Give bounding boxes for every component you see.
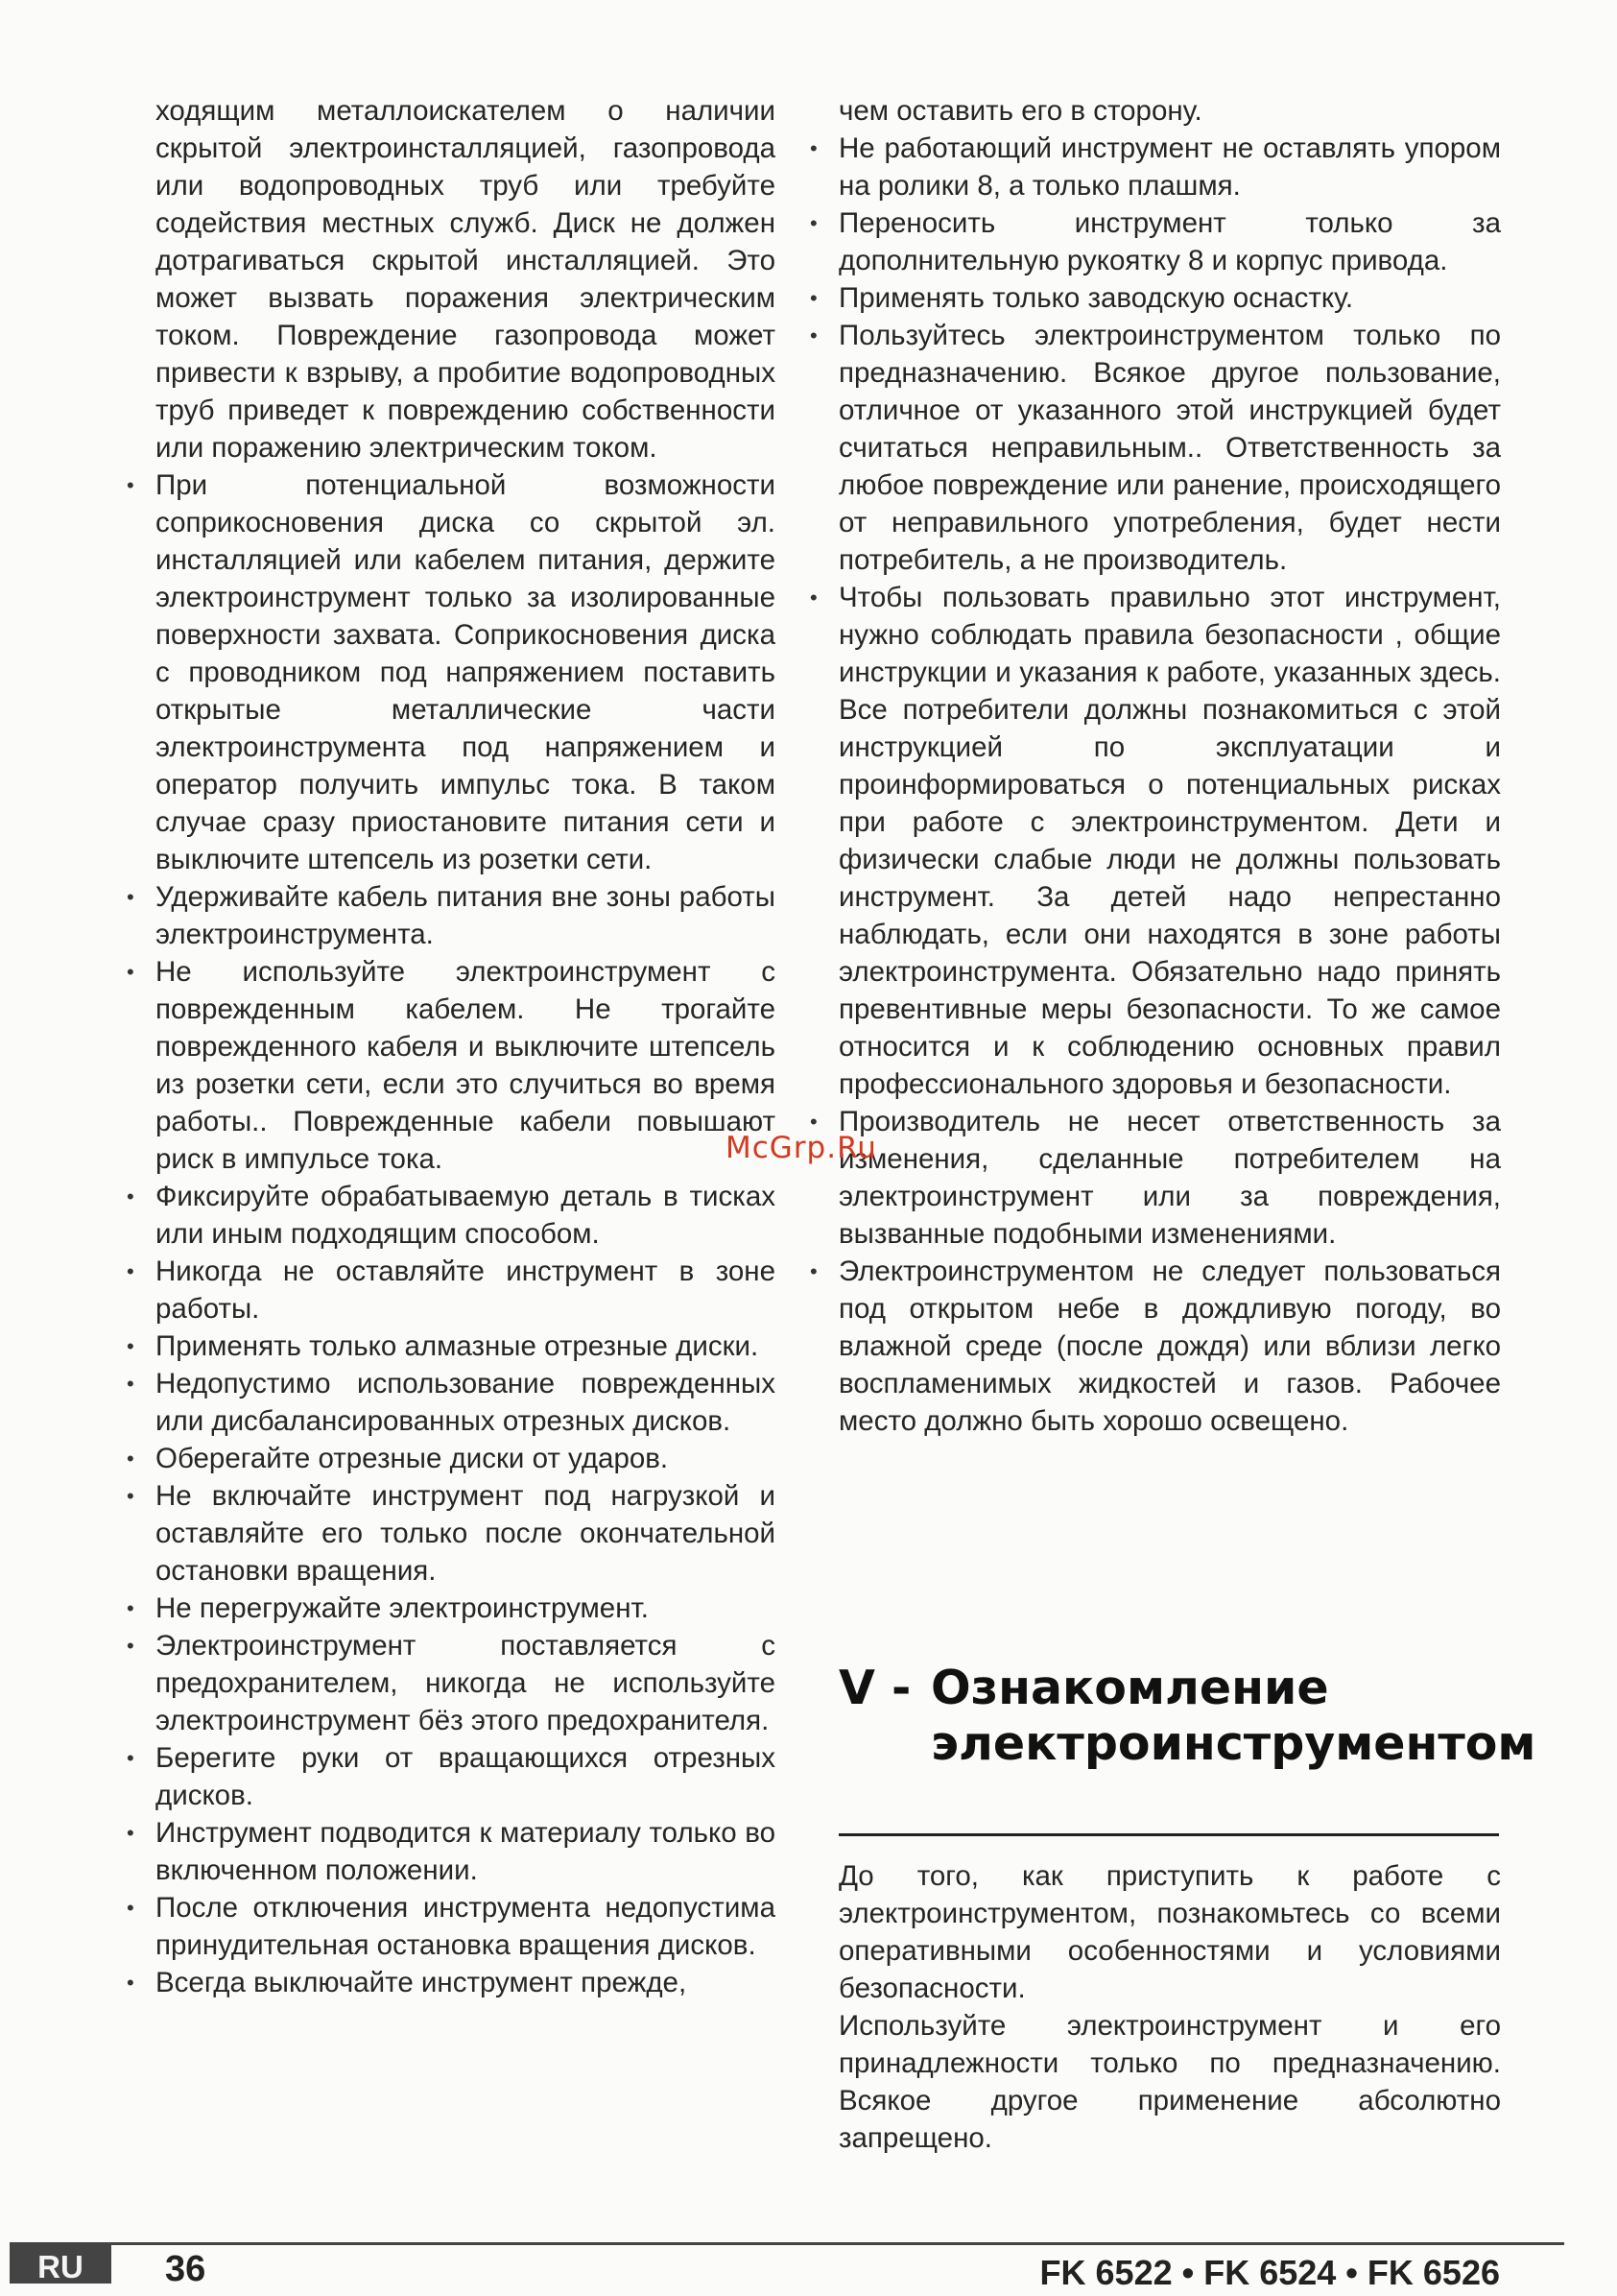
right-continuation-text: чем оставить его в сторону. xyxy=(839,95,1202,127)
list-item: • Инструмент подводится к материалу только во включенном положении. xyxy=(155,1814,775,1889)
model-numbers: FK 6522 • FK 6524 • FK 6526 xyxy=(1039,2253,1500,2292)
section-paragraph: До того, как приступить к работе с электроинструментом, познакомьтесь со всеми оперативными особенностями и условиями безопасности. xyxy=(839,1860,1501,2004)
list-item: • Не включайте инструмент под нагрузкой и оставляйте его только после окончательной остановки вращения. xyxy=(155,1477,775,1590)
list-item: • Не перегружайте электроинструмент. xyxy=(155,1590,775,1627)
section-paragraph: Используйте электроинструмент и его принадлежности только по предназначению. Всякое другое применение абсолютно запрещено. xyxy=(839,2010,1501,2154)
list-item: • Никогда не оставляйте инструмент в зоне работы. xyxy=(155,1253,775,1327)
list-item: • Электроинструмент поставляется с предохранителем, никогда не используйте электроинструмент бёз этого предохранителя. xyxy=(155,1627,775,1739)
list-item: • Не используйте электроинструмент с поврежденным кабелем. Не трогайте поврежденного кабеля и выключите штепсель из розетки сети, если это случиться во время работы.. Поврежденные кабели повышают риск в импульсе тока. xyxy=(155,953,775,1178)
watermark-text: McGrp.Ru xyxy=(725,1131,877,1165)
list-item: • Применять только алмазные отрезные диски. xyxy=(155,1327,775,1365)
footer-divider xyxy=(10,2242,1564,2245)
section-number: V - xyxy=(839,1661,912,1715)
section-divider xyxy=(839,1833,1499,1836)
list-item: • Всегда выключайте инструмент прежде, xyxy=(155,1964,775,2001)
list-item: • Оберегайте отрезные диски от ударов. xyxy=(155,1440,775,1477)
list-item: • Переносить инструмент только за дополнительную рукоятку 8 и корпус привода. xyxy=(839,204,1501,279)
page-number: 36 xyxy=(165,2249,206,2289)
list-item: • Удерживайте кабель питания вне зоны работы электроинструмента. xyxy=(155,878,775,953)
right-bullet-list xyxy=(839,130,1501,1440)
list-item: • После отключения инструмента недопустима принудительная остановка вращения дисков. xyxy=(155,1889,775,1964)
list-item: • Не работающий инструмент не оставлять упором на ролики 8, а только плашмя. xyxy=(839,130,1501,204)
list-item: • Пользуйтесь электроинструментом только по предназначению. Всякое другое пользование, отличное от указанного этой инструкцией будет считаться неправильным.. Ответственность за любое повреждение или ранение, происходящего от неправильного употребления, будет нести потребитель, а не производитель. xyxy=(839,317,1501,579)
list-item: • Чтобы пользовать правильно этот инструмент, нужно соблюдать правила безопасности , общие инструкции и указания к работе, указанных здесь. Все потребители должны познакомиться с этой инструкцией по эксплуатации и проинформироваться о потенциальных рисках при работе с электроинструментом. Дети и физически слабые люди не должны пользовать инструмент. За детей надо непрестанно наблюдать, если они находятся в зоне работы электроинструмента. Обязательно надо принять превентивные меры безопасности. То же самое относится и к соблюдению основных правил профессионального здоровья и безопасности. xyxy=(839,579,1501,1103)
section-heading xyxy=(839,1661,1536,1772)
list-item: • Применять только заводскую оснастку. xyxy=(839,279,1501,317)
list-item: • Недопустимо использование поврежденных или дисбалансированных отрезных дисков. xyxy=(155,1365,775,1440)
left-bullet-list xyxy=(155,466,775,2001)
right-column xyxy=(839,92,1501,1440)
left-column xyxy=(155,92,775,2001)
list-item: • При потенциальной возможности соприкосновения диска со скрытой эл. инсталляцией или кабелем питания, держите электроинструмент только за изолированные поверхности захвата. Соприкосновения диска с проводником под напряжением поставить открытые металлические части электроинструмента под напряжением и оператор получить импульс тока. В таком случае сразу приостановите питания сети и выключите штепсель из розетки сети. xyxy=(155,466,775,878)
list-item: • Берегите руки от вращающихся отрезных дисков. xyxy=(155,1739,775,1814)
left-intro-paragraph: ходящим металлоискателем о наличии скрытой электроинсталляцией, газопровода или водопроводных труб или требуйте содействия местных служб. Диск не должен дотрагиваться скрытой инсталляцией. Это может вызвать поражения электрическим током. Повреждение газопровода может привести к взрыву, а пробитие водопроводных труб приведет к повреждению собственности или поражению электрическим током. xyxy=(155,95,775,464)
list-item: • Фиксируйте обрабатываемую деталь в тисках или иным подходящим способом. xyxy=(155,1178,775,1253)
list-item: • Производитель не несет ответственность за изменения, сделанные потребителем на электроинструмент или за повреждения, вызванные подобными изменениями. xyxy=(839,1103,1501,1253)
list-item: • Электроинструментом не следует пользоваться под открытом небе в дождливую погоду, во влажной среде (после дождя) или вблизи легко воспламенимых жидкостей и газов. Рабочее место должно быть хорошо освещено. xyxy=(839,1253,1501,1440)
section-title-text: Ознакомление электроинструментом xyxy=(931,1661,1536,1771)
section-body xyxy=(839,1857,1501,2157)
language-badge: RU xyxy=(10,2242,111,2284)
